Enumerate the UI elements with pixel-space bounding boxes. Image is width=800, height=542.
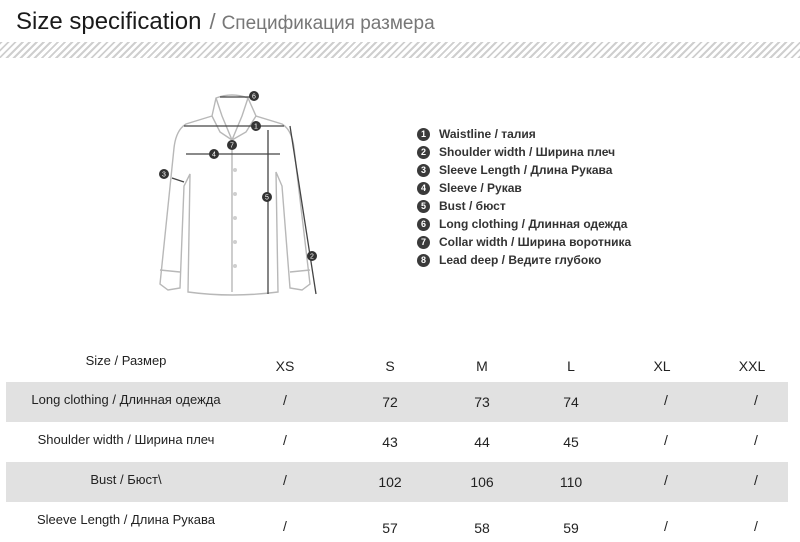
title-separator: / bbox=[209, 9, 216, 34]
marker-4-label: 4 bbox=[212, 151, 216, 159]
table-cell: / bbox=[283, 392, 287, 408]
size-table bbox=[6, 342, 788, 542]
legend-number-icon: 5 bbox=[417, 200, 430, 213]
table-cell: / bbox=[283, 472, 287, 488]
table-cell: 74 bbox=[563, 394, 579, 410]
row-label: Shoulder width / Ширина плеч bbox=[37, 432, 215, 447]
legend-text: Long clothing / Длинная одежда bbox=[439, 217, 628, 231]
table-cell: 57 bbox=[382, 520, 398, 536]
table-cell: 44 bbox=[474, 434, 490, 450]
size-column-header: L bbox=[567, 358, 575, 374]
legend-number-icon: 6 bbox=[417, 218, 430, 231]
table-cell: 43 bbox=[382, 434, 398, 450]
table-cell: / bbox=[283, 432, 287, 448]
marker-2-label: 2 bbox=[310, 253, 314, 261]
table-cell: / bbox=[664, 392, 668, 408]
table-cell: / bbox=[754, 518, 758, 534]
title-russian: Спецификация размера bbox=[221, 13, 435, 34]
marker-6-label: 6 bbox=[252, 93, 256, 101]
table-cell: 45 bbox=[563, 434, 579, 450]
legend-item bbox=[417, 233, 631, 251]
table-row bbox=[6, 382, 788, 422]
legend-text: Lead deep / Ведите глубоко bbox=[439, 253, 602, 267]
table-cell: 106 bbox=[470, 474, 494, 490]
table-cell: / bbox=[664, 432, 668, 448]
legend-item bbox=[417, 215, 631, 233]
row-label: Sleeve Length / Длина Рукава bbox=[37, 512, 215, 527]
legend-text: Collar width / Ширина воротника bbox=[439, 235, 632, 249]
title-english: Size specification bbox=[16, 8, 202, 35]
table-cell: / bbox=[754, 392, 758, 408]
table-cell: / bbox=[664, 472, 668, 488]
legend-number-icon: 1 bbox=[417, 128, 430, 141]
legend-item bbox=[417, 179, 631, 197]
page-title bbox=[16, 8, 435, 36]
header-label: Size / Размер bbox=[85, 353, 167, 368]
row-label: Bust / Бюст\ bbox=[90, 472, 162, 487]
size-column-header: XXL bbox=[738, 358, 766, 374]
legend-text: Shoulder width / Ширина плеч bbox=[439, 145, 616, 159]
hatched-divider bbox=[0, 42, 800, 58]
shirt-buttons bbox=[233, 168, 237, 268]
size-column-header: XL bbox=[653, 358, 671, 374]
row-label: Long clothing / Длинная одежда bbox=[31, 392, 221, 407]
legend-item bbox=[417, 125, 631, 143]
marker-5-label: 5 bbox=[265, 194, 269, 202]
size-column-header: M bbox=[476, 358, 488, 374]
table-cell: 102 bbox=[378, 474, 402, 490]
table-header-row bbox=[6, 342, 788, 382]
legend-text: Sleeve Length / Длина Рукава bbox=[439, 163, 613, 177]
legend-number-icon: 8 bbox=[417, 254, 430, 267]
marker-3-label: 3 bbox=[162, 171, 166, 179]
table-row bbox=[6, 422, 788, 462]
size-column-header: XS bbox=[275, 358, 295, 374]
marker-7-label: 7 bbox=[230, 142, 234, 150]
measure-lines bbox=[172, 97, 316, 294]
legend-number-icon: 3 bbox=[417, 164, 430, 177]
marker-1-label: 1 bbox=[254, 123, 258, 131]
table-cell: / bbox=[754, 472, 758, 488]
legend-number-icon: 7 bbox=[417, 236, 430, 249]
legend-text: Sleeve / Рукав bbox=[439, 181, 522, 195]
table-cell: / bbox=[664, 518, 668, 534]
legend-item bbox=[417, 251, 631, 269]
table-row bbox=[6, 502, 788, 542]
legend-item bbox=[417, 143, 631, 161]
legend-number-icon: 4 bbox=[417, 182, 430, 195]
table-cell: 59 bbox=[563, 520, 579, 536]
table-cell: / bbox=[283, 518, 287, 534]
table-cell: / bbox=[754, 432, 758, 448]
legend-item bbox=[417, 161, 631, 179]
table-cell: 72 bbox=[382, 394, 398, 410]
legend-text: Bust / бюст bbox=[439, 199, 506, 213]
legend-text: Waistline / талия bbox=[439, 127, 536, 141]
legend-item bbox=[417, 197, 631, 215]
table-cell: 58 bbox=[474, 520, 490, 536]
measurement-legend bbox=[417, 125, 631, 269]
table-cell: 73 bbox=[474, 394, 490, 410]
table-cell: 110 bbox=[559, 474, 583, 490]
legend-number-icon: 2 bbox=[417, 146, 430, 159]
table-row bbox=[6, 462, 788, 502]
size-column-header: S bbox=[385, 358, 395, 374]
shirt-diagram bbox=[150, 82, 340, 304]
